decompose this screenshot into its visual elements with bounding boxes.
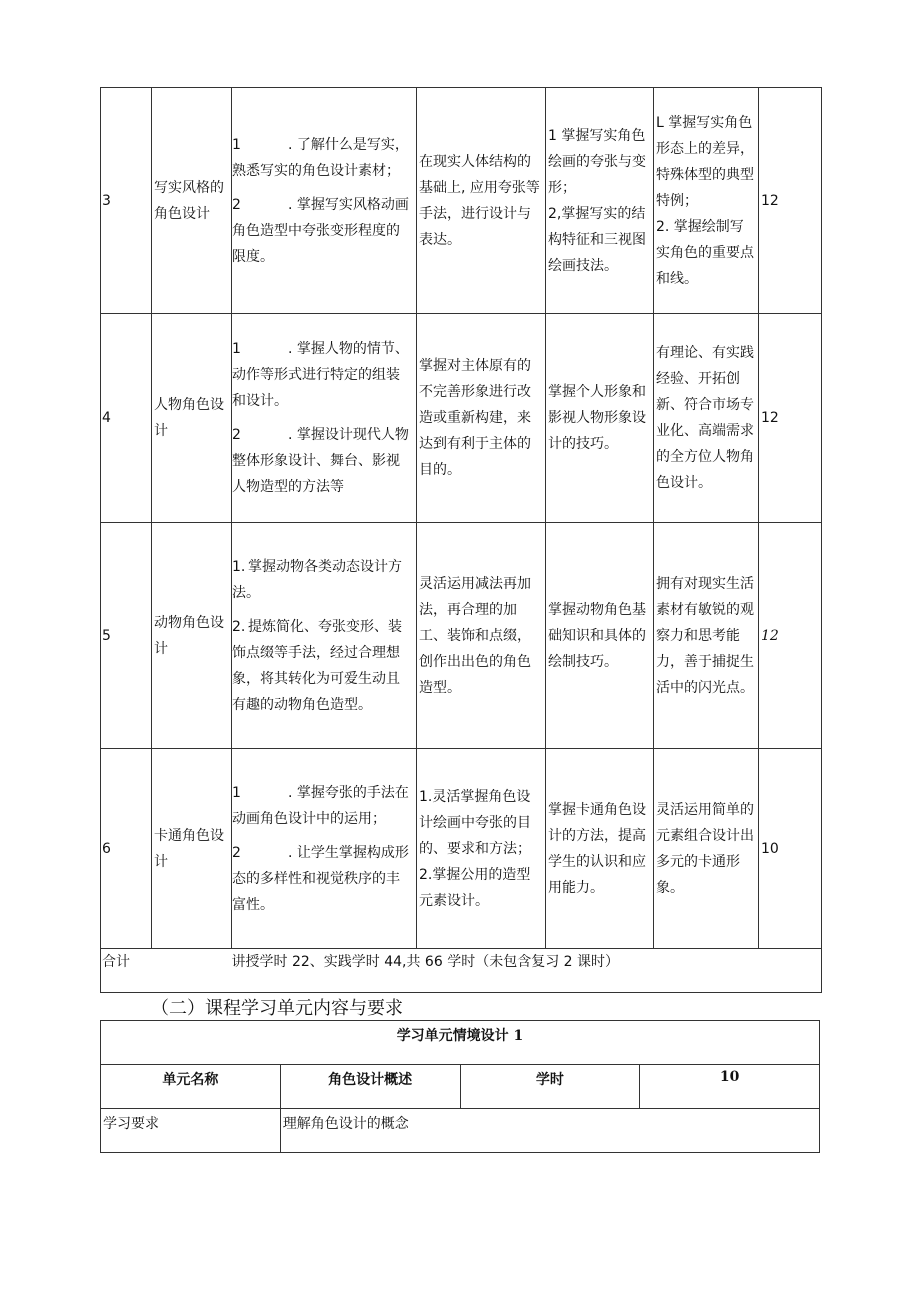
method-cell: 灵活运用减法再加法，再合理的加工、装饰和点缀，创作出出色的角色造型。 bbox=[417, 523, 546, 749]
objective-2 bbox=[232, 192, 412, 270]
objectives-cell bbox=[232, 523, 417, 749]
row-number: 3 bbox=[101, 88, 152, 314]
objective-1-num: 1. bbox=[232, 558, 246, 575]
objective-1 bbox=[232, 132, 412, 184]
table-row bbox=[101, 88, 822, 314]
ability-cell: 拥有对现实生活素材有敏锐的观察力和思考能力，善于捕捉生活中的闪光点。 bbox=[654, 523, 759, 749]
method-cell: 掌握对主体原有的不完善形象进行改造或重新构建，来达到有利于主体的目的。 bbox=[417, 314, 546, 523]
knowledge-cell: 掌握动物角色基础知识和具体的绘制技巧。 bbox=[546, 523, 654, 749]
objective-1-num: 1 bbox=[232, 136, 241, 153]
table-row bbox=[101, 1021, 820, 1065]
objective-2-num: 2 bbox=[232, 196, 241, 213]
unit-design-table bbox=[100, 1020, 820, 1153]
objective-2-text: 提炼简化、夸张变形、装饰点缀等手法，经过合理想象，将其转化为可爱生动且有趣的动物角色造型。 bbox=[232, 618, 402, 713]
unit-name-value: 角色设计概述 bbox=[280, 1065, 460, 1109]
unit-name: 人物角色设计 bbox=[152, 314, 232, 523]
hours-cell: 12 bbox=[759, 523, 822, 749]
row-number: 5 bbox=[101, 523, 152, 749]
objective-2-text: . 让学生掌握构成形态的多样性和视觉秩序的丰富性。 bbox=[232, 844, 409, 913]
unit-name-label: 单元名称 bbox=[101, 1065, 281, 1109]
objective-1-text: 掌握动物各类动态设计方法。 bbox=[232, 558, 402, 601]
objective-1 bbox=[232, 780, 412, 832]
objective-2-num: 2 bbox=[232, 427, 241, 443]
course-schedule-table bbox=[100, 87, 822, 993]
table-row bbox=[101, 1065, 820, 1109]
ability-cell: 灵活运用简单的元素组合设计出多元的卡通形象。 bbox=[654, 749, 759, 949]
method-cell: 在现实人体结构的基础上, 应用夸张等手法，进行设计与表达。 bbox=[417, 88, 546, 314]
objective-1-text: . 掌握人物的情节、动作等形式进行特定的组装和设计。 bbox=[232, 341, 409, 409]
ability-cell: 有理论、有实践经验、开拓创新、符合市场专业化、高端需求的全方位人物角色设计。 bbox=[654, 314, 759, 523]
row-number: 4 bbox=[101, 314, 152, 523]
table-row bbox=[101, 314, 822, 523]
objective-2-num: 2. bbox=[232, 618, 246, 635]
total-label: 合计 bbox=[101, 949, 152, 993]
objectives-cell bbox=[232, 314, 417, 523]
table-row bbox=[101, 749, 822, 949]
knowledge-cell: 掌握个人形象和影视人物形象设计的技巧。 bbox=[546, 314, 654, 523]
hours-label: 学时 bbox=[460, 1065, 640, 1109]
unit-name: 卡通角色设计 bbox=[152, 749, 232, 949]
table-row bbox=[101, 1109, 820, 1153]
objective-2-text: . 掌握写实风格动画角色造型中夸张变形程度的限度。 bbox=[232, 196, 409, 265]
objectives-cell bbox=[232, 88, 417, 314]
knowledge-cell: 掌握卡通角色设计的方法，提高学生的认识和应用能力。 bbox=[546, 749, 654, 949]
hours-cell: 10 bbox=[759, 749, 822, 949]
objective-2-text: . 掌握设计现代人物整体形象设计、舞台、影视人物造型的方法等 bbox=[232, 427, 409, 495]
hours-cell: 12 bbox=[759, 314, 822, 523]
requirement-label: 学习要求 bbox=[101, 1109, 281, 1153]
knowledge-cell: 1 掌握写实角色绘画的夸张与变形； 2,掌握写实的结构特征和三视图绘画技法。 bbox=[546, 88, 654, 314]
method-cell: 1.灵活掌握角色设计绘画中夸张的目的、要求和方法； 2.掌握公用的造型元素设计。 bbox=[417, 749, 546, 949]
unit-name: 动物角色设计 bbox=[152, 523, 232, 749]
row-number: 6 bbox=[101, 749, 152, 949]
objective-1-num: 1 bbox=[232, 341, 241, 357]
requirement-value: 理解角色设计的概念 bbox=[280, 1109, 819, 1153]
unit-name: 写实风格的角色设计 bbox=[152, 88, 232, 314]
total-row bbox=[101, 949, 822, 993]
unit-design-title: 学习单元情境设计 1 bbox=[101, 1021, 820, 1065]
total-text: 讲授学时 22、实践学时 44,共 66 学时（未包含复习 2 课时） bbox=[152, 949, 822, 993]
ability-cell: L 掌握写实角色形态上的差异，特殊体型的典型特例； 2. 掌握绘制写实角色的重要点和线。 bbox=[654, 88, 759, 314]
objective-1-num: 1 bbox=[232, 784, 241, 801]
objective-2 bbox=[232, 614, 412, 718]
section-title: （二）课程学习单元内容与要求 bbox=[151, 998, 403, 1019]
hours-value: 10 bbox=[640, 1065, 820, 1109]
objective-1 bbox=[232, 554, 412, 606]
objective-1 bbox=[232, 336, 412, 414]
objective-2 bbox=[232, 422, 412, 500]
objective-1-text: . 了解什么是写实，熟悉写实的角色设计素材； bbox=[232, 136, 409, 179]
objective-2-num: 2 bbox=[232, 844, 241, 861]
table-row bbox=[101, 523, 822, 749]
objective-1-text: . 掌握夸张的手法在动画角色设计中的运用； bbox=[232, 784, 409, 827]
objectives-cell bbox=[232, 749, 417, 949]
hours-cell: 12 bbox=[759, 88, 822, 314]
objective-2 bbox=[232, 840, 412, 918]
